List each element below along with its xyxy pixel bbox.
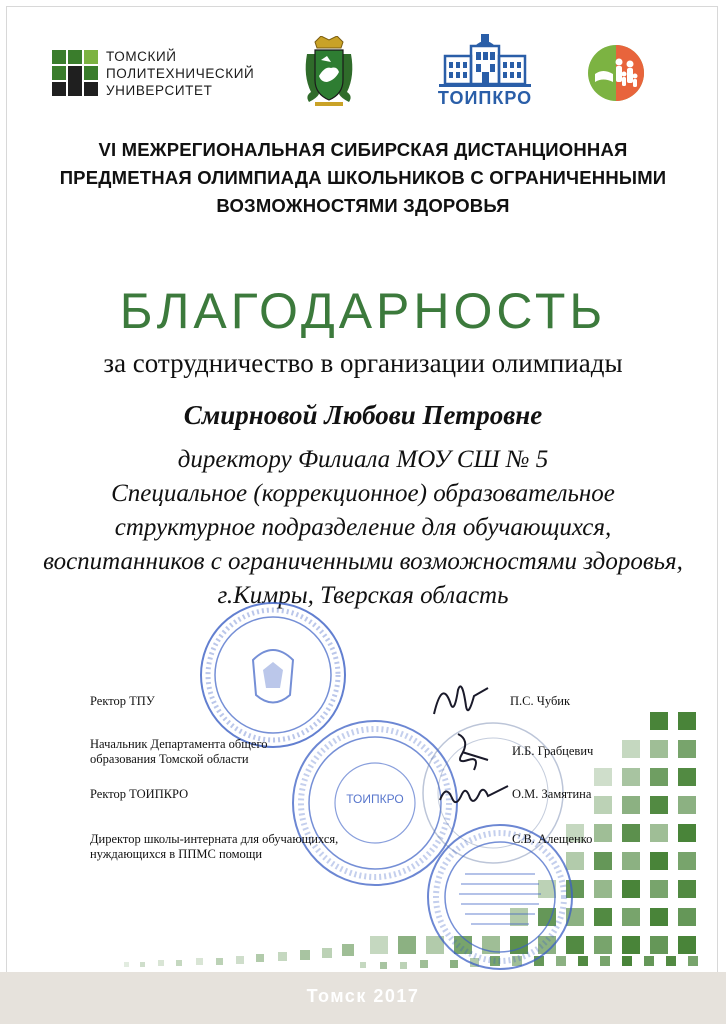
mosaic-square xyxy=(678,712,696,730)
toipkro-logo-label: ТОИПКРО xyxy=(437,88,533,108)
mosaic-square xyxy=(622,908,640,926)
mosaic-square xyxy=(622,880,640,898)
signatory-1-title: Ректор ТПУ xyxy=(90,694,155,708)
mosaic-square xyxy=(594,768,612,786)
mosaic-square xyxy=(594,824,612,842)
toipkro-logo xyxy=(435,32,535,110)
position-line-4: воспитанников с ограниченными возможностями здоровья, xyxy=(43,548,683,575)
position-line-5: г.Кимры, Тверская область xyxy=(217,582,509,609)
mosaic-square xyxy=(622,796,640,814)
signatory-4-title-line-1: Директор школы-интерната для обучающихся, xyxy=(90,832,339,846)
signatory-2-title-line-2: образования Томской области xyxy=(90,752,249,766)
mosaic-square xyxy=(158,960,164,966)
mosaic-square xyxy=(236,956,244,964)
mosaic-square xyxy=(196,958,203,965)
family-circle-logo-icon xyxy=(587,44,645,102)
mosaic-square xyxy=(300,950,310,960)
mosaic-square xyxy=(678,852,696,870)
mosaic-square xyxy=(678,768,696,786)
olympiad-title xyxy=(40,136,686,220)
mosaic-square xyxy=(594,852,612,870)
mosaic-square xyxy=(342,944,354,956)
mosaic-square xyxy=(622,936,640,954)
mosaic-square xyxy=(678,824,696,842)
position-line-1: директору Филиала МОУ СШ № 5 xyxy=(177,446,549,473)
mosaic-square xyxy=(594,796,612,814)
mosaic-square xyxy=(650,880,668,898)
signatory-3-name: О.М. Замятина xyxy=(512,787,592,801)
mosaic-square xyxy=(650,768,668,786)
mosaic-square xyxy=(666,956,676,966)
mosaic-square xyxy=(678,936,696,954)
mosaic-square xyxy=(650,852,668,870)
zamyatina-signature xyxy=(436,776,512,816)
tpu-emblem-icon xyxy=(52,50,98,96)
mosaic-square xyxy=(650,740,668,758)
mosaic-square xyxy=(622,824,640,842)
position-line-3: структурное подразделение для обучающихся, xyxy=(114,514,612,541)
recipient-name: Смирновой Любови Петровне xyxy=(183,400,543,430)
mosaic-square xyxy=(380,962,387,969)
mosaic-square xyxy=(678,740,696,758)
olympiad-title-line-2: ПРЕДМЕТНАЯ ОЛИМПИАДА ШКОЛЬНИКОВ С ОГРАНИЧЕННЫМИ xyxy=(59,167,667,188)
tpu-logo xyxy=(52,46,255,104)
olympiad-title-line-3: ВОЗМОЖНОСТЯМИ ЗДОРОВЬЯ xyxy=(216,195,510,216)
signatory-4-name: С.В. Алещенко xyxy=(512,832,593,846)
olympiad-title-line-1: VI МЕЖРЕГИОНАЛЬНАЯ СИБИРСКАЯ ДИСТАНЦИОННАЯ xyxy=(98,139,628,160)
signatory-row-4 xyxy=(90,832,338,862)
signatory-2-name: И.Б. Грабцевич xyxy=(512,744,594,758)
mosaic-square xyxy=(650,796,668,814)
mosaic-square xyxy=(688,956,698,966)
signatory-row-3 xyxy=(90,787,188,802)
mosaic-square xyxy=(650,908,668,926)
grabtsevich-signature xyxy=(448,730,498,774)
mosaic-square xyxy=(650,936,668,954)
mosaic-square xyxy=(594,936,612,954)
tpu-name-line-1: ТОМСКИЙ xyxy=(106,49,177,64)
mosaic-square xyxy=(140,962,145,967)
signatory-1-name: П.С. Чубик xyxy=(510,694,571,708)
position-line-2: Специальное (коррекционное) образовательное xyxy=(111,480,615,507)
signatory-4-title-line-2: нуждающихся в ППМС помощи xyxy=(90,847,263,861)
signatory-row-1 xyxy=(90,694,155,709)
tomsk-region-coat-of-arms-icon xyxy=(301,36,357,110)
chubik-signature xyxy=(428,676,498,722)
footer-city-year: Томск 2017 xyxy=(306,986,420,1006)
mosaic-square xyxy=(360,962,366,968)
mosaic-square xyxy=(644,956,654,966)
mosaic-square xyxy=(678,880,696,898)
certificate-heading: БЛАГОДАРНОСТЬ xyxy=(119,283,607,339)
mosaic-square xyxy=(256,954,264,962)
mosaic-square xyxy=(578,956,588,966)
mosaic-square xyxy=(678,908,696,926)
mosaic-square xyxy=(622,768,640,786)
tpu-name-line-3: УНИВЕРСИТЕТ xyxy=(106,83,213,98)
signatory-2-title-line-1: Начальник Департамента общего xyxy=(90,737,268,751)
mosaic-square xyxy=(278,952,287,961)
mosaic-square xyxy=(600,956,610,966)
mosaic-square xyxy=(622,852,640,870)
mosaic-square xyxy=(650,824,668,842)
mosaic-square xyxy=(650,712,668,730)
signatory-3-title: Ректор ТОИПКРО xyxy=(90,787,189,801)
mosaic-square xyxy=(370,936,388,954)
mosaic-square xyxy=(622,956,632,966)
certificate-subtitle: за сотрудничество в организации олимпиады xyxy=(103,348,623,378)
toipkro-stamp-label: ТОИПКРО xyxy=(346,792,404,806)
mosaic-square xyxy=(124,962,129,967)
mosaic-square xyxy=(398,936,416,954)
mosaic-square xyxy=(678,796,696,814)
signatory-row-2 xyxy=(90,737,268,767)
mosaic-square xyxy=(400,962,407,969)
recipient-position xyxy=(0,443,726,613)
mosaic-square xyxy=(594,880,612,898)
toipkro-building-icon xyxy=(435,32,535,88)
mosaic-square xyxy=(622,740,640,758)
mosaic-square xyxy=(216,958,223,965)
mosaic-square xyxy=(594,908,612,926)
tpu-name-line-2: ПОЛИТЕХНИЧЕСКИЙ xyxy=(106,66,255,81)
mosaic-square xyxy=(176,960,182,966)
mosaic-square xyxy=(322,948,332,958)
